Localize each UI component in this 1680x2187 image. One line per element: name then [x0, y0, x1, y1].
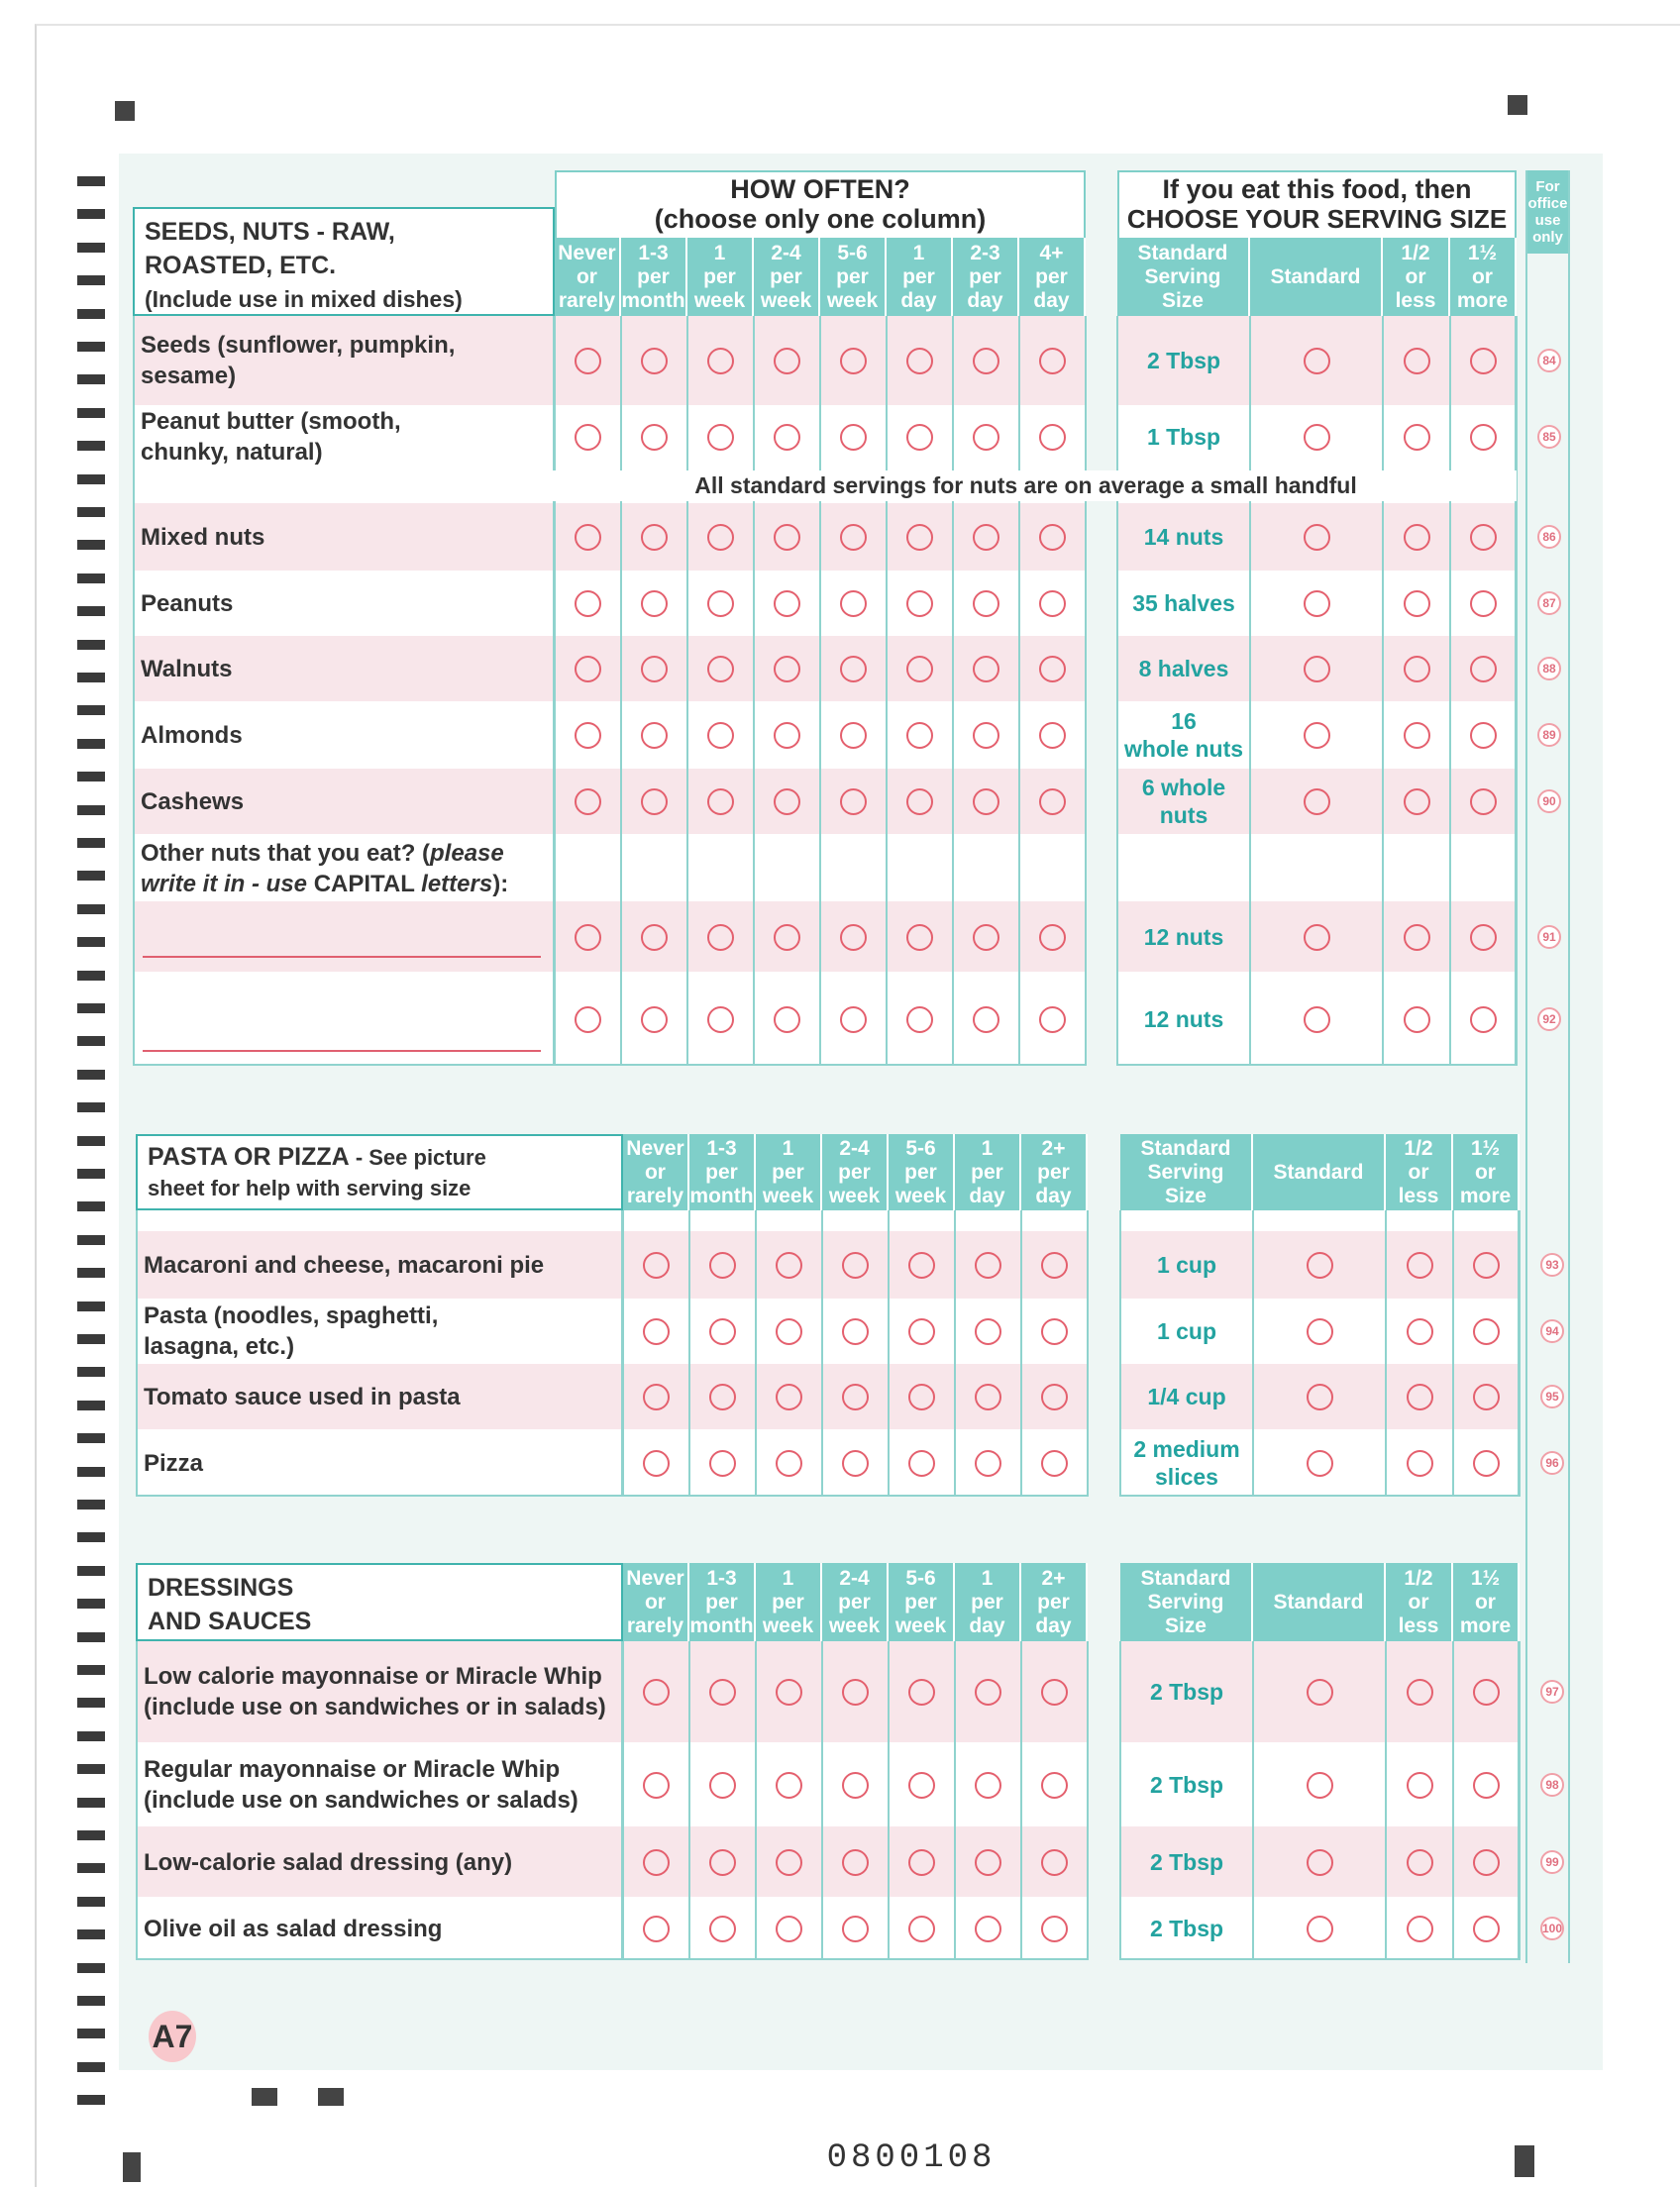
office-code: 85	[1537, 425, 1561, 449]
food-item-label: Almonds	[141, 722, 243, 749]
frequency-column-header: Never or rarely	[555, 238, 621, 316]
prompt: Other nuts that you eat? (	[141, 840, 431, 867]
timing-mark	[77, 2095, 105, 2105]
standard-serving-size: 12 nuts	[1143, 1005, 1224, 1032]
frequency-column-header: 2+ per day	[1021, 1134, 1088, 1210]
office-code: 98	[1540, 1773, 1564, 1797]
office-code: 87	[1537, 591, 1561, 615]
timing-mark	[77, 408, 105, 418]
office-code: 93	[1540, 1253, 1564, 1277]
section-frame	[133, 316, 1517, 1066]
page-label: A7	[149, 2011, 196, 2062]
note-text: All standard servings for nuts are on average a	[694, 472, 1210, 498]
section-title-box	[136, 1134, 623, 1210]
standard-serving-size: 35 halves	[1132, 590, 1235, 616]
timing-mark	[77, 705, 105, 715]
timing-mark	[77, 1268, 105, 1278]
office-code: 88	[1537, 657, 1561, 680]
food-item-label: Low calorie mayonnaise or Miracle Whip (include use on sandwiches or in salads)	[144, 1663, 606, 1720]
serving-title: If you eat this food, then	[1162, 174, 1472, 204]
timing-mark	[77, 838, 105, 848]
registration-mark	[252, 2088, 277, 2106]
serving-column-header: Standard Serving Size	[1117, 238, 1250, 316]
prompt-italic: please write it in - use	[141, 840, 504, 897]
frequency-column-header: 4+ per day	[1019, 238, 1086, 316]
how-often-title: HOW OFTEN?	[730, 174, 910, 204]
timing-mark	[77, 1302, 105, 1311]
standard-serving-size: 8 halves	[1138, 656, 1229, 681]
standard-serving-size: 1 cup	[1156, 1252, 1217, 1278]
timing-mark	[77, 871, 105, 881]
serving-note	[535, 470, 1517, 501]
timing-mark	[77, 275, 105, 285]
office-code: 96	[1540, 1451, 1564, 1475]
timing-mark	[77, 1102, 105, 1112]
frequency-column-header: 2-4 per week	[822, 1134, 889, 1210]
how-often-subtitle: (choose only one column)	[654, 204, 987, 234]
prompt-end: ):	[492, 871, 509, 897]
form-number: 0800108	[826, 2139, 997, 2177]
frequency-column-header: 1 per day	[887, 238, 953, 316]
registration-mark	[115, 101, 135, 121]
serving-column-header: 1/2 or less	[1386, 1134, 1453, 1210]
food-item-label: Mixed nuts	[141, 524, 265, 551]
timing-mark	[77, 243, 105, 253]
registration-mark	[318, 2088, 344, 2106]
timing-mark	[77, 1136, 105, 1146]
timing-mark	[77, 1433, 105, 1443]
prompt-italic: letters	[421, 871, 493, 897]
food-item-label: Walnuts	[141, 656, 233, 682]
serving-column-header: 1½ or more	[1450, 238, 1517, 316]
office-code: 90	[1537, 789, 1561, 813]
office-use-header: For office use only	[1525, 170, 1570, 254]
timing-mark	[77, 1731, 105, 1741]
timing-mark	[77, 1963, 105, 1973]
frequency-column-header: 1-3 per month	[689, 1134, 756, 1210]
office-code: 91	[1537, 925, 1561, 949]
timing-mark	[77, 1996, 105, 2006]
section-title-box	[136, 1563, 623, 1641]
gap	[1089, 1563, 1119, 1960]
timing-mark	[77, 1467, 105, 1477]
timing-mark	[77, 1367, 105, 1377]
timing-mark	[77, 1500, 105, 1510]
timing-mark	[77, 1235, 105, 1245]
section-title: SEEDS, NUTS - RAW, ROASTED, ETC.	[145, 218, 395, 279]
serving-column-header: 1½ or more	[1453, 1563, 1520, 1641]
timing-mark	[77, 474, 105, 484]
timing-mark	[77, 1566, 105, 1576]
timing-mark	[77, 772, 105, 781]
serving-column-header: Standard	[1253, 1134, 1386, 1210]
frequency-column-header: 1 per day	[955, 1134, 1021, 1210]
timing-mark	[77, 540, 105, 550]
timing-mark	[77, 1334, 105, 1344]
timing-mark	[77, 1532, 105, 1542]
office-code: 99	[1540, 1850, 1564, 1874]
timing-mark	[77, 640, 105, 650]
timing-mark	[77, 1201, 105, 1211]
timing-mark	[77, 1830, 105, 1840]
food-item-label: Regular mayonnaise or Miracle Whip (include use on sandwiches or salads)	[144, 1755, 578, 1814]
food-item-label: Macaroni and cheese, macaroni pie	[144, 1252, 545, 1279]
timing-mark	[77, 1929, 105, 1939]
timing-mark	[77, 1632, 105, 1642]
office-code: 86	[1537, 525, 1561, 549]
standard-serving-size: 1/4 cup	[1147, 1384, 1226, 1409]
timing-mark	[77, 606, 105, 616]
timing-mark	[77, 1003, 105, 1013]
office-code: 92	[1537, 1007, 1561, 1031]
standard-serving-size: 2 Tbsp	[1149, 1848, 1224, 1875]
frequency-column-header: 1-3 per month	[689, 1563, 756, 1641]
food-item-label: Tomato sauce used in pasta	[144, 1384, 461, 1410]
timing-mark	[77, 507, 105, 517]
serving-column-header: Standard	[1250, 238, 1383, 316]
timing-mark	[77, 1401, 105, 1410]
timing-mark	[77, 374, 105, 384]
frequency-column-header: 2-4 per week	[754, 238, 820, 316]
timing-mark	[77, 971, 105, 981]
frequency-column-header: 1 per day	[955, 1563, 1021, 1641]
office-code: 100	[1540, 1917, 1564, 1940]
timing-mark	[77, 209, 105, 219]
timing-mark	[77, 441, 105, 451]
timing-mark	[77, 342, 105, 352]
timing-mark	[77, 573, 105, 583]
section-title: DRESSINGS AND SAUCES	[148, 1574, 312, 1635]
gap	[1087, 238, 1116, 1066]
food-item-label: Peanut butter (smooth, chunky, natural)	[141, 408, 401, 466]
standard-serving-size: 2 Tbsp	[1149, 1679, 1224, 1705]
section-title: PASTA OR PIZZA	[148, 1143, 350, 1171]
frequency-column-header: 1 per week	[756, 1134, 822, 1210]
frequency-column-header: 2-3 per day	[953, 238, 1019, 316]
food-item-label: Low-calorie salad dressing (any)	[144, 1848, 513, 1876]
gap	[1089, 1134, 1119, 1497]
standard-serving-size: 2 Tbsp	[1149, 1916, 1224, 1941]
frequency-column-header: 5-6 per week	[889, 1134, 955, 1210]
standard-serving-size: 6 whole nuts	[1141, 775, 1226, 828]
frequency-column-header: 2-4 per week	[822, 1563, 889, 1641]
food-item-label: Pizza	[144, 1450, 204, 1477]
standard-serving-size: 12 nuts	[1143, 923, 1224, 950]
frequency-column-header: 1 per week	[687, 238, 754, 316]
standard-serving-size: 1 cup	[1156, 1318, 1217, 1344]
food-item-label: Pasta (noodles, spaghetti, lasagna, etc.)	[144, 1302, 439, 1360]
section-title-box	[133, 207, 555, 316]
standard-serving-size: 2 medium slices	[1133, 1436, 1240, 1490]
food-item-label: Peanuts	[141, 590, 234, 617]
office-code: 89	[1537, 723, 1561, 747]
serving-column-header: 1½ or more	[1453, 1134, 1520, 1210]
timing-mark	[77, 1036, 105, 1046]
timing-mark	[77, 1863, 105, 1873]
office-code: 95	[1540, 1385, 1564, 1408]
frequency-column-header: 2+ per day	[1021, 1563, 1088, 1641]
standard-serving-size: 16 whole nuts	[1123, 708, 1244, 762]
serving-column-header: Standard Serving Size	[1120, 1563, 1253, 1641]
prompt-caps: CAPITAL	[313, 871, 422, 897]
registration-mark	[1508, 95, 1527, 115]
food-item-label: Olive oil as salad dressing	[144, 1916, 443, 1942]
timing-mark	[77, 1764, 105, 1774]
timing-mark	[77, 1169, 105, 1179]
registration-mark	[1515, 2145, 1534, 2177]
serving-column-header: Standard	[1253, 1563, 1386, 1641]
serving-column-header: 1/2 or less	[1383, 238, 1450, 316]
timing-mark	[77, 1897, 105, 1907]
serving-title-emphasis: CHOOSE YOUR SERVING SIZE	[1126, 204, 1508, 234]
timing-mark	[77, 805, 105, 815]
frequency-column-header: 1-3 per month	[621, 238, 687, 316]
timing-mark	[77, 937, 105, 947]
frequency-column-header: Never or rarely	[623, 1563, 689, 1641]
note-emphasis: small handful	[1209, 472, 1357, 498]
timing-mark	[77, 904, 105, 914]
frequency-column-header: 1 per week	[756, 1563, 822, 1641]
section-subtitle: (Include use in mixed dishes)	[145, 286, 463, 312]
timing-mark	[77, 1698, 105, 1708]
registration-mark	[123, 2152, 141, 2182]
section-title-note: - See picture sheet for help with serving size	[148, 1145, 486, 1200]
food-item-label: Cashews	[141, 788, 245, 815]
office-code: 84	[1537, 349, 1561, 372]
timing-mark	[77, 673, 105, 682]
timing-mark	[77, 739, 105, 749]
serving-column-header: Standard Serving Size	[1120, 1134, 1253, 1210]
frequency-column-header: 5-6 per week	[889, 1563, 955, 1641]
timing-mark	[77, 2029, 105, 2038]
serving-column-header: 1/2 or less	[1386, 1563, 1453, 1641]
timing-mark	[77, 1599, 105, 1609]
frequency-column-header: Never or rarely	[623, 1134, 689, 1210]
standard-serving-size: 1 Tbsp	[1146, 424, 1221, 450]
office-code: 97	[1540, 1680, 1564, 1704]
office-code: 94	[1540, 1319, 1564, 1343]
timing-mark	[77, 309, 105, 319]
section-frame	[136, 1641, 1520, 1960]
timing-mark	[77, 176, 105, 186]
standard-serving-size: 2 Tbsp	[1146, 348, 1221, 373]
timing-mark	[77, 1798, 105, 1808]
timing-mark	[77, 1665, 105, 1675]
timing-mark	[77, 1070, 105, 1080]
standard-serving-size: 2 Tbsp	[1149, 1771, 1224, 1798]
food-item-label: Seeds (sunflower, pumpkin, sesame)	[141, 332, 456, 389]
frequency-column-header: 5-6 per week	[820, 238, 887, 316]
standard-serving-size: 14 nuts	[1143, 524, 1224, 550]
section-frame	[136, 1210, 1520, 1497]
timing-mark	[77, 2062, 105, 2072]
